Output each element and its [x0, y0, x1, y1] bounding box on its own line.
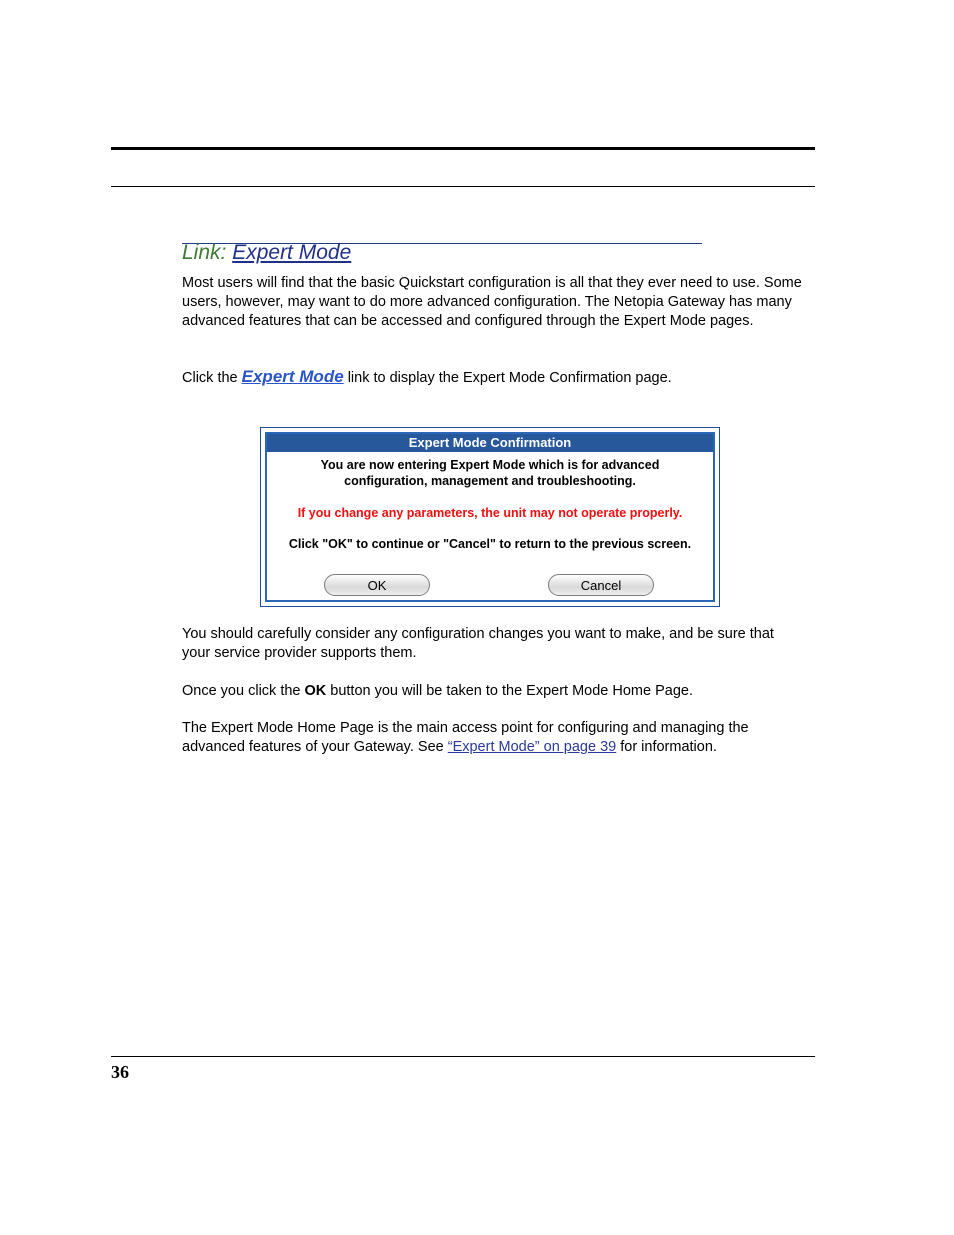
ok-paragraph [182, 682, 802, 701]
section-title-link[interactable]: Expert Mode [232, 241, 352, 264]
page-number: 36 [111, 1062, 129, 1082]
section-title-prefix: Link: [182, 241, 227, 264]
expert-mode-confirmation-dialog [260, 427, 720, 607]
header-rule-thick [111, 147, 815, 150]
header-rule-thin [111, 186, 815, 187]
dialog-message-line2: configuration, management and troubleshooting. [344, 474, 636, 488]
home-text-after: for information. [616, 738, 717, 755]
ok-text-before: Once you click the [182, 683, 305, 699]
cancel-button[interactable]: Cancel [548, 574, 654, 596]
intro-paragraph: Most users will find that the basic Quickstart configuration is all that they ever need to use. Some users, however, may want to do more advanced configuration. The Netopia Gateway has many advanced features that can be accessed and configured through the Expert Mode pages. [182, 275, 802, 329]
click-text-after: link to display the Expert Mode Confirmation page. [343, 370, 672, 386]
dialog-warning: If you change any parameters, the unit may not operate properly. [297, 506, 683, 520]
footer-rule [111, 1056, 815, 1057]
dialog-frame [265, 432, 715, 602]
home-text-before: The Expert Mode Home Page is the main access point for configuring and managing the advanced features of your Gateway. See [182, 720, 749, 755]
home-paragraph [182, 719, 802, 757]
expert-mode-link[interactable]: Expert Mode [241, 367, 344, 386]
ok-button[interactable]: OK [324, 574, 430, 596]
section-title [182, 241, 351, 265]
dialog-title: Expert Mode Confirmation [267, 434, 713, 452]
dialog-instruction: Click "OK" to continue or "Cancel" to return to the previous screen. [288, 537, 692, 551]
click-paragraph [182, 368, 802, 388]
ok-bold-text: OK [304, 683, 327, 699]
ok-text-after: button you will be taken to the Expert Mode Home Page. [326, 683, 693, 699]
dialog-message-line1: You are now entering Expert Mode which is for advanced [320, 458, 660, 472]
click-text-before: Click the [182, 370, 242, 386]
consider-paragraph: You should carefully consider any configuration changes you want to make, and be sure that your service provider supports them. [182, 626, 774, 661]
expert-mode-xref-link[interactable]: “Expert Mode” on page 39 [447, 738, 617, 755]
